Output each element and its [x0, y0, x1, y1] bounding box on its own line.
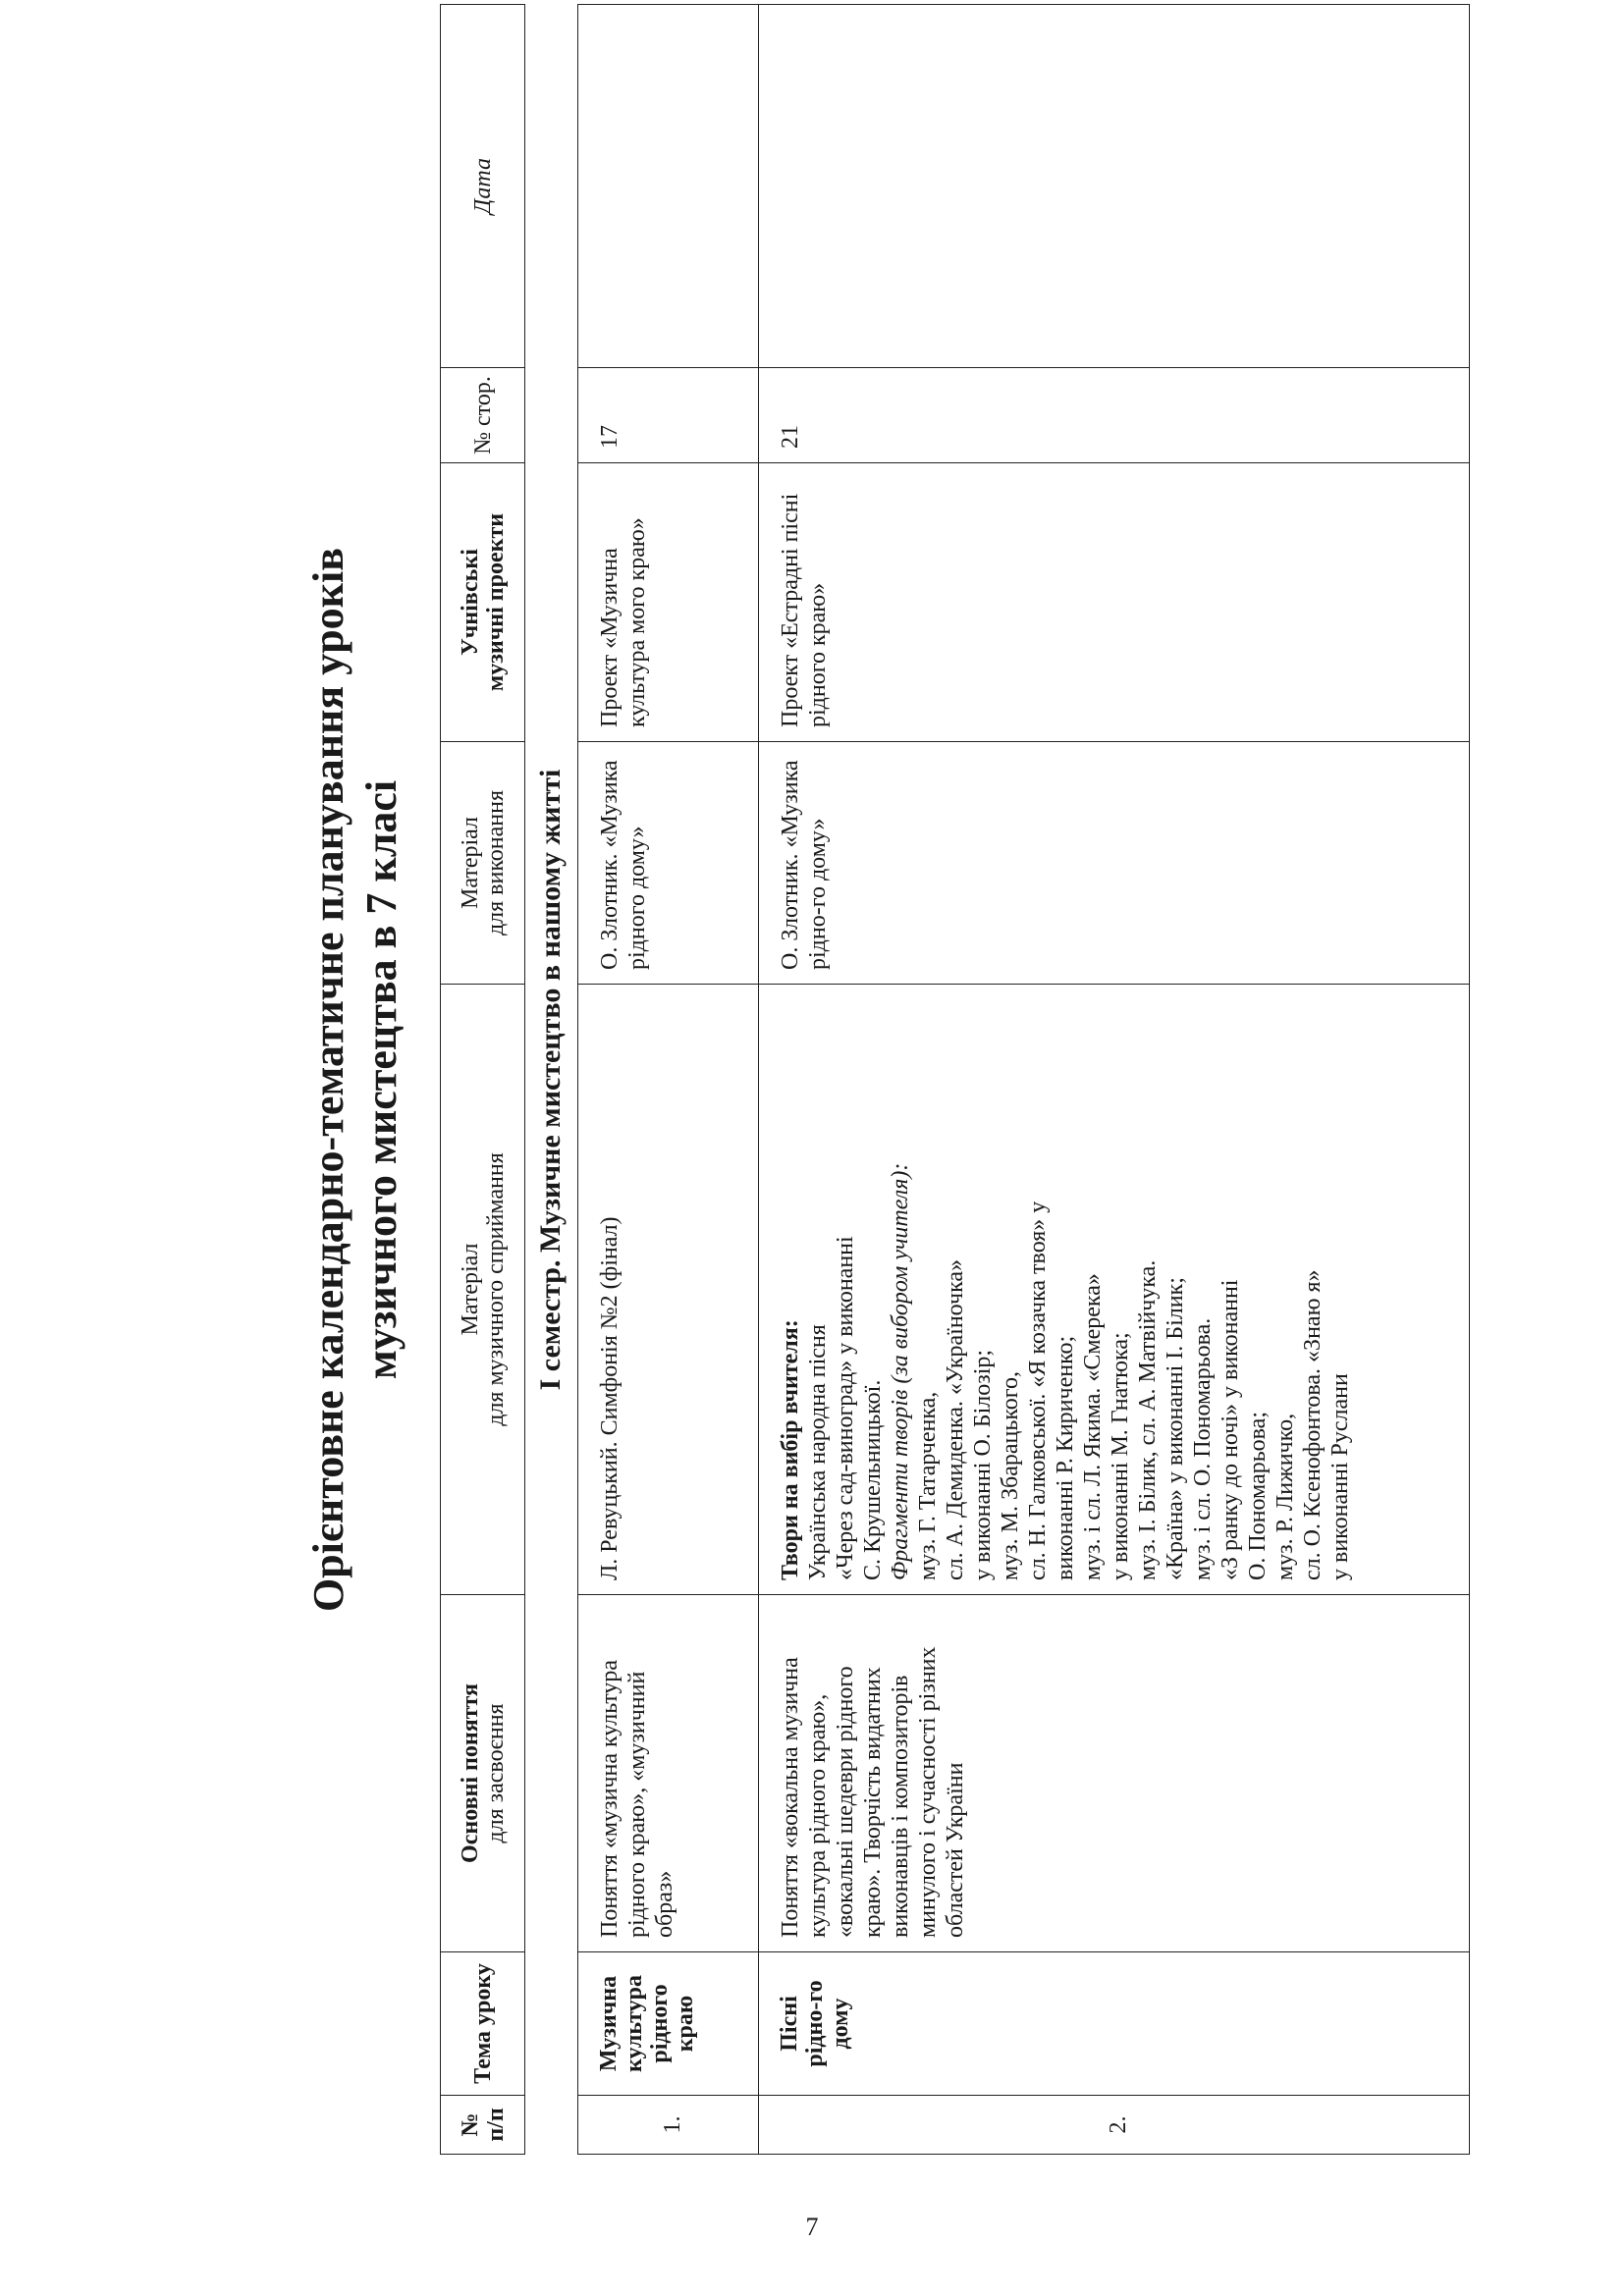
header-performance-l1: Матеріал: [457, 816, 483, 910]
page-number: 7: [805, 2213, 819, 2241]
fragment-line: сл. А. Демиденка. «Україночка»: [943, 1258, 968, 1580]
row-performance: О. Злотник. «Музика рідно-го дому»: [759, 742, 1470, 985]
fragment-line: виконанні Р. Кириченко;: [1053, 1335, 1078, 1580]
plan-table: [577, 4, 1470, 2155]
title-line-2: музичного мистецтва в 7 класі: [357, 779, 406, 1380]
table-row: [578, 5, 759, 2155]
row-date: [578, 5, 759, 368]
header-num: № п/п: [441, 2096, 525, 2155]
fragment-line: сл. О. Ксенофонтова. «Знаю я»: [1300, 1269, 1326, 1580]
header-date: Дата: [441, 5, 525, 368]
perception-line: «Через сад-виноград» у виконанні: [833, 1236, 858, 1580]
table-row: [759, 5, 1470, 2155]
fragment-line: «Країна» у виконанні І. Білик;: [1163, 1277, 1188, 1580]
perception-line: Українська народна пісня: [805, 1324, 831, 1580]
row-project: Проект «Естрадні пісні рідного краю»: [759, 463, 1470, 742]
header-projects: [441, 463, 525, 742]
row-theme: Пісні рідно-го дому: [759, 1952, 1470, 2096]
header-concepts-l2: для засвоєння: [482, 1703, 509, 1843]
header-page: № стор.: [441, 368, 525, 463]
fragment-line: муз. Г. Татарченка,: [915, 1391, 941, 1580]
row-performance: О. Злотник. «Музика рідного дому»: [578, 742, 759, 985]
header-theme: Тема уроку: [441, 1952, 525, 2096]
header-projects-l2: музичні проекти: [482, 512, 509, 692]
title-line-1: Орієнтовне календарно-тематичне планування уроків: [304, 547, 352, 1613]
perception-line: С. Крушельницької.: [860, 1379, 886, 1580]
row-theme: Музична культура рідного краю: [578, 1952, 759, 2096]
row-concepts: Поняття «вокальна музична культура рідного краю», «вокальні шедеври рідного краю». Творчість видатних виконавців і композиторів минулого і сучасності різних областей України: [759, 1595, 1470, 1952]
fragment-line: О. Пономарьова;: [1245, 1411, 1271, 1580]
row-num: 2.: [759, 2096, 1470, 2155]
header-perception: [441, 985, 525, 1595]
header-perception-l2: для музичного сприймання: [482, 1152, 509, 1426]
table-header: [440, 4, 525, 2155]
row-num: 1.: [578, 2096, 759, 2155]
rotated-page-content: [265, 5, 1355, 2155]
header-concepts-l1: Основні поняття: [457, 1683, 483, 1863]
row-perception: Л. Ревуцький. Симфонія №2 (фінал): [578, 985, 759, 1595]
row-concepts: Поняття «музична культура рідного краю», «музичний образ»: [578, 1595, 759, 1952]
header-performance: [441, 742, 525, 985]
fragment-line: муз. Р. Лижичко,: [1272, 1413, 1298, 1580]
header-perception-l1: Матеріал: [457, 1243, 483, 1336]
fragment-line: муз. І. Білик, сл. А. Матвійчука.: [1135, 1259, 1161, 1580]
semester-heading: І семестр. Музичне мистецтво в нашому житті: [534, 769, 567, 1391]
row-page: 17: [578, 368, 759, 463]
fragment-line: муз. М. Збарацького,: [998, 1370, 1023, 1580]
fragment-line: муз. і сл. Л. Якима. «Смерека»: [1080, 1273, 1106, 1580]
fragment-line: муз. і сл. О. Пономарьова.: [1190, 1317, 1216, 1580]
fragment-line: у виконанні О. Білозір;: [970, 1349, 996, 1580]
header-concepts: [441, 1595, 525, 1952]
perception-fragments-heading: Фрагменти творів (за вибором учителя):: [888, 1162, 913, 1580]
row-date: [759, 5, 1470, 368]
fragment-line: «З ранку до ночі» у виконанні: [1218, 1279, 1243, 1580]
header-projects-l1: Учнівські: [457, 549, 483, 656]
perception-heading: Твори на вибір вчителя:: [778, 1319, 803, 1580]
row-perception: [759, 985, 1470, 1595]
row-page: 21: [759, 368, 1470, 463]
row-project: Проект «Музична культура мого краю»: [578, 463, 759, 742]
header-performance-l2: для виконання: [482, 789, 509, 936]
fragment-line: сл. Н. Галковської. «Я козачка твоя» у: [1025, 1201, 1051, 1580]
fragment-line: у виконанні М. Гнатюка;: [1108, 1332, 1133, 1580]
page-title: [265, 5, 432, 2155]
fragment-line: у виконанні Руслани: [1327, 1373, 1353, 1580]
